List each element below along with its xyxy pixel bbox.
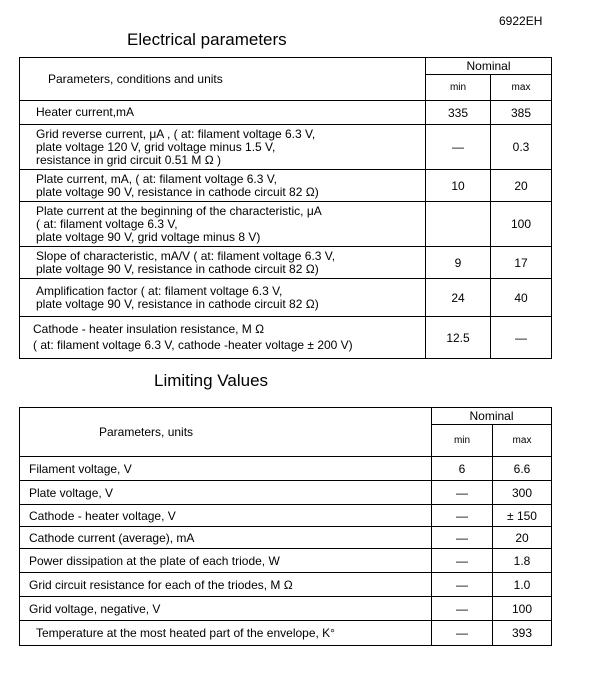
table-row [20,247,552,279]
model-number: 6922EH [499,14,543,28]
table-row [20,621,552,646]
table-row [20,457,552,481]
param-line: plate voltage 90 V, grid voltage minus 8 V) [36,229,261,244]
param-line: Slope of characteristic, mA/V ( at: filament voltage 6.3 V, [36,248,336,263]
header-parameters: Parameters, conditions and units [20,58,426,101]
table-row [20,125,552,170]
max-value: 100 [493,597,552,621]
param-line: Plate current at the beginning of the characteristic, μA [36,203,322,218]
max-value: 17 [491,247,552,279]
param-line: ( at: filament voltage 6.3 V, [36,216,178,231]
param-line: plate voltage 90 V, resistance in cathode circuit 82 Ω) [36,184,319,199]
param-line: plate voltage 90 V, resistance in cathode circuit 82 Ω) [36,296,319,311]
limiting-values-table [19,407,552,646]
table-row [20,527,552,549]
min-value: — [432,549,493,573]
electrical-parameters-title: Electrical parameters [127,30,287,49]
param-line: Cathode - heater insulation resistance, M Ω [33,322,265,336]
min-value: 12.5 [426,317,491,359]
min-value: — [432,597,493,621]
table-row [20,549,552,573]
min-value: 9 [426,247,491,279]
max-value: 20 [491,170,552,202]
table-row [20,170,552,202]
max-value: 393 [493,621,552,646]
min-value: — [432,527,493,549]
param-label: Filament voltage, V [20,457,432,481]
param-line: ( at: filament voltage 6.3 V, cathode -heater voltage ± 200 V) [33,338,353,352]
table-row [20,202,552,247]
min-value [426,202,491,247]
table-row [20,317,552,359]
min-value: 24 [426,279,491,317]
param-line: resistance in grid circuit 0.51 M Ω ) [36,152,222,167]
min-value: 10 [426,170,491,202]
electrical-parameters-table [19,57,552,359]
param-label: Grid circuit resistance for each of the triodes, M Ω [20,573,432,597]
param-line: plate voltage 120 V, grid voltage minus 1.5 V, [36,139,276,154]
max-value: 100 [491,202,552,247]
header-nominal: Nominal [426,58,552,75]
param-line: Amplification factor ( at: filament voltage 6.3 V, [36,283,283,298]
min-value: 335 [426,101,491,125]
min-value: — [426,125,491,170]
header-max: max [493,425,552,457]
max-value: 1.8 [493,549,552,573]
param-label: Plate voltage, V [20,481,432,505]
max-value: 300 [493,481,552,505]
max-value: 6.6 [493,457,552,481]
max-value: 40 [491,279,552,317]
header-min: min [426,75,491,101]
max-value: 0.3 [491,125,552,170]
max-value: ± 150 [493,505,552,527]
max-value: 20 [493,527,552,549]
max-value: 385 [491,101,552,125]
header-max: max [491,75,552,101]
table-row [20,573,552,597]
max-value: 1.0 [493,573,552,597]
min-value: 6 [432,457,493,481]
header-parameters: Parameters, units [20,408,432,457]
header-min: min [432,425,493,457]
table-row [20,597,552,621]
table-row [20,279,552,317]
param-line: plate voltage 90 V, resistance in cathode circuit 82 Ω) [36,261,319,276]
param-label: Cathode - heater voltage, V [20,505,432,527]
param-line: Heater current,mA [36,105,135,119]
param-label: Power dissipation at the plate of each triode, W [20,549,432,573]
min-value: — [432,481,493,505]
limiting-values-title: Limiting Values [154,371,269,390]
param-label: Grid voltage, negative, V [20,597,432,621]
param-label: Cathode current (average), mA [20,527,432,549]
param-label: Temperature at the most heated part of the envelope, K° [20,621,432,646]
header-nominal: Nominal [432,408,552,425]
param-line: Plate current, mA, ( at: filament voltage 6.3 V, [36,171,278,186]
param-line: Grid reverse current, μA , ( at: filament voltage 6.3 V, [36,126,316,141]
table-row [20,481,552,505]
max-value: — [491,317,552,359]
table-row [20,505,552,527]
min-value: — [432,621,493,646]
min-value: — [432,505,493,527]
table-row [20,101,552,125]
min-value: — [432,573,493,597]
